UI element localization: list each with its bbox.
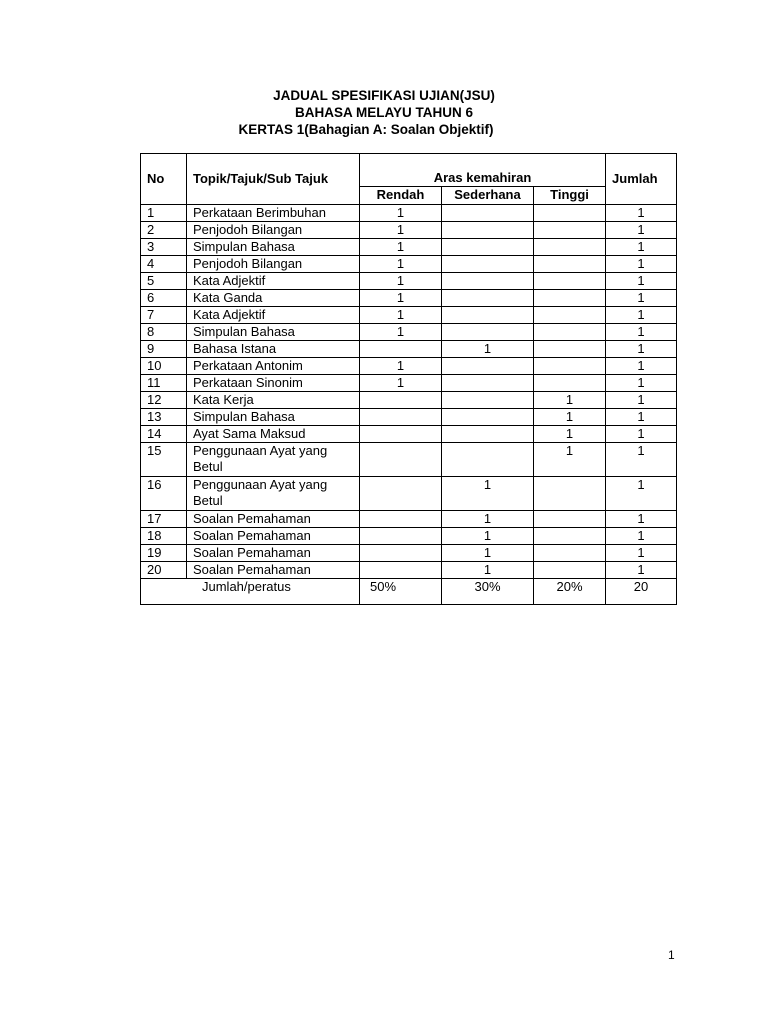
cell-tinggi: 1 — [534, 426, 606, 443]
cell-topik: Simpulan Bahasa — [187, 409, 360, 426]
table-row — [141, 239, 677, 256]
cell-jumlah: 1 — [606, 511, 677, 528]
table-row — [141, 426, 677, 443]
cell-topik: Penjodoh Bilangan — [187, 256, 360, 273]
cell-jumlah: 1 — [606, 273, 677, 290]
cell-no: 3 — [141, 239, 187, 256]
cell-rendah: 1 — [360, 239, 442, 256]
table-row — [141, 528, 677, 545]
cell-tinggi — [534, 256, 606, 273]
cell-jumlah: 1 — [606, 307, 677, 324]
cell-rendah: 1 — [360, 256, 442, 273]
cell-rendah: 1 — [360, 358, 442, 375]
header-jumlah: Jumlah — [606, 154, 677, 205]
cell-sederhana — [442, 409, 534, 426]
cell-tinggi: 1 — [534, 409, 606, 426]
cell-tinggi — [534, 477, 606, 511]
cell-jumlah: 1 — [606, 290, 677, 307]
document-title-line1: JADUAL SPESIFIKASI UJIAN(JSU) — [273, 88, 495, 103]
cell-topik: Ayat Sama Maksud — [187, 426, 360, 443]
cell-topik: Perkataan Sinonim — [187, 375, 360, 392]
cell-topik: Simpulan Bahasa — [187, 239, 360, 256]
cell-sederhana — [442, 392, 534, 409]
footer-sederhana: 30% — [442, 579, 534, 605]
cell-sederhana — [442, 426, 534, 443]
cell-topik: Kata Adjektif — [187, 307, 360, 324]
cell-tinggi — [534, 528, 606, 545]
cell-rendah — [360, 511, 442, 528]
table-row — [141, 562, 677, 579]
cell-tinggi — [534, 358, 606, 375]
cell-sederhana: 1 — [442, 528, 534, 545]
cell-jumlah: 1 — [606, 324, 677, 341]
cell-sederhana — [442, 307, 534, 324]
cell-sederhana — [442, 239, 534, 256]
cell-jumlah: 1 — [606, 358, 677, 375]
table-row — [141, 256, 677, 273]
cell-no: 20 — [141, 562, 187, 579]
cell-sederhana — [442, 358, 534, 375]
cell-rendah — [360, 341, 442, 358]
table-row — [141, 545, 677, 562]
cell-jumlah: 1 — [606, 545, 677, 562]
table-row — [141, 290, 677, 307]
cell-tinggi — [534, 545, 606, 562]
cell-sederhana — [442, 273, 534, 290]
cell-tinggi — [534, 562, 606, 579]
document-title-line3: KERTAS 1(Bahagian A: Soalan Objektif) — [238, 122, 494, 137]
cell-sederhana — [442, 375, 534, 392]
header-rendah: Rendah — [360, 187, 442, 205]
cell-topik: Soalan Pemahaman — [187, 528, 360, 545]
table-row — [141, 205, 677, 222]
cell-rendah — [360, 477, 442, 511]
cell-rendah: 1 — [360, 375, 442, 392]
cell-topik: Bahasa Istana — [187, 341, 360, 358]
cell-rendah: 1 — [360, 205, 442, 222]
table-row — [141, 375, 677, 392]
footer-jumlah: 20 — [606, 579, 677, 605]
cell-no: 1 — [141, 205, 187, 222]
cell-sederhana: 1 — [442, 511, 534, 528]
cell-tinggi: 1 — [534, 392, 606, 409]
cell-no: 9 — [141, 341, 187, 358]
cell-rendah — [360, 443, 442, 477]
table-body — [141, 205, 677, 579]
cell-jumlah: 1 — [606, 477, 677, 511]
cell-jumlah: 1 — [606, 341, 677, 358]
cell-no: 17 — [141, 511, 187, 528]
cell-sederhana — [442, 443, 534, 477]
cell-topik: Soalan Pemahaman — [187, 511, 360, 528]
cell-topik: Perkataan Berimbuhan — [187, 205, 360, 222]
cell-no: 14 — [141, 426, 187, 443]
cell-topik: Penggunaan Ayat yang Betul — [187, 477, 360, 511]
cell-rendah — [360, 562, 442, 579]
cell-tinggi — [534, 307, 606, 324]
table-row — [141, 409, 677, 426]
cell-sederhana: 1 — [442, 562, 534, 579]
cell-topik: Penggunaan Ayat yang Betul — [187, 443, 360, 477]
cell-tinggi — [534, 511, 606, 528]
cell-no: 2 — [141, 222, 187, 239]
page-number: 1 — [668, 948, 675, 962]
header-no: No — [141, 154, 187, 205]
cell-tinggi — [534, 341, 606, 358]
table-row — [141, 341, 677, 358]
cell-jumlah: 1 — [606, 409, 677, 426]
table-row — [141, 307, 677, 324]
cell-no: 8 — [141, 324, 187, 341]
cell-jumlah: 1 — [606, 375, 677, 392]
cell-topik: Kata Adjektif — [187, 273, 360, 290]
cell-no: 10 — [141, 358, 187, 375]
table-row — [141, 273, 677, 290]
cell-no: 18 — [141, 528, 187, 545]
cell-tinggi: 1 — [534, 443, 606, 477]
cell-tinggi — [534, 205, 606, 222]
cell-rendah: 1 — [360, 307, 442, 324]
footer-label: Jumlah/peratus — [141, 579, 360, 605]
header-aras-kemahiran: Aras kemahiran — [360, 154, 606, 187]
cell-topik: Perkataan Antonim — [187, 358, 360, 375]
cell-no: 16 — [141, 477, 187, 511]
document-title-line2: BAHASA MELAYU TAHUN 6 — [294, 105, 473, 120]
cell-topik: Soalan Pemahaman — [187, 562, 360, 579]
cell-tinggi — [534, 222, 606, 239]
cell-rendah — [360, 426, 442, 443]
cell-no: 7 — [141, 307, 187, 324]
header-sederhana: Sederhana — [442, 187, 534, 205]
cell-sederhana — [442, 290, 534, 307]
cell-sederhana — [442, 256, 534, 273]
table-row — [141, 443, 677, 477]
cell-no: 6 — [141, 290, 187, 307]
cell-tinggi — [534, 290, 606, 307]
cell-rendah — [360, 545, 442, 562]
cell-tinggi — [534, 273, 606, 290]
cell-sederhana: 1 — [442, 477, 534, 511]
cell-topik: Soalan Pemahaman — [187, 545, 360, 562]
table-row — [141, 222, 677, 239]
cell-jumlah: 1 — [606, 256, 677, 273]
cell-tinggi — [534, 375, 606, 392]
cell-topik: Simpulan Bahasa — [187, 324, 360, 341]
cell-jumlah: 1 — [606, 392, 677, 409]
table-row — [141, 511, 677, 528]
cell-jumlah: 1 — [606, 562, 677, 579]
footer-rendah: 50% — [360, 579, 442, 605]
cell-tinggi — [534, 239, 606, 256]
cell-no: 12 — [141, 392, 187, 409]
cell-no: 15 — [141, 443, 187, 477]
table-row — [141, 392, 677, 409]
header-tinggi: Tinggi — [534, 187, 606, 205]
cell-topik: Kata Ganda — [187, 290, 360, 307]
cell-jumlah: 1 — [606, 426, 677, 443]
cell-topik: Penjodoh Bilangan — [187, 222, 360, 239]
cell-rendah — [360, 528, 442, 545]
cell-jumlah: 1 — [606, 205, 677, 222]
table-row — [141, 358, 677, 375]
specification-table — [140, 153, 677, 605]
cell-no: 4 — [141, 256, 187, 273]
cell-no: 19 — [141, 545, 187, 562]
table-row — [141, 324, 677, 341]
cell-tinggi — [534, 324, 606, 341]
cell-rendah: 1 — [360, 222, 442, 239]
cell-rendah — [360, 392, 442, 409]
cell-jumlah: 1 — [606, 443, 677, 477]
footer-tinggi: 20% — [534, 579, 606, 605]
cell-jumlah: 1 — [606, 239, 677, 256]
cell-jumlah: 1 — [606, 528, 677, 545]
cell-sederhana: 1 — [442, 341, 534, 358]
cell-jumlah: 1 — [606, 222, 677, 239]
cell-no: 5 — [141, 273, 187, 290]
cell-sederhana — [442, 222, 534, 239]
cell-sederhana: 1 — [442, 545, 534, 562]
cell-sederhana — [442, 324, 534, 341]
header-topik: Topik/Tajuk/Sub Tajuk — [187, 154, 360, 205]
cell-no: 13 — [141, 409, 187, 426]
cell-rendah — [360, 409, 442, 426]
table-footer-row — [141, 579, 677, 605]
cell-no: 11 — [141, 375, 187, 392]
cell-rendah: 1 — [360, 290, 442, 307]
cell-rendah: 1 — [360, 324, 442, 341]
cell-rendah: 1 — [360, 273, 442, 290]
cell-topik: Kata Kerja — [187, 392, 360, 409]
table-row — [141, 477, 677, 511]
cell-sederhana — [442, 205, 534, 222]
